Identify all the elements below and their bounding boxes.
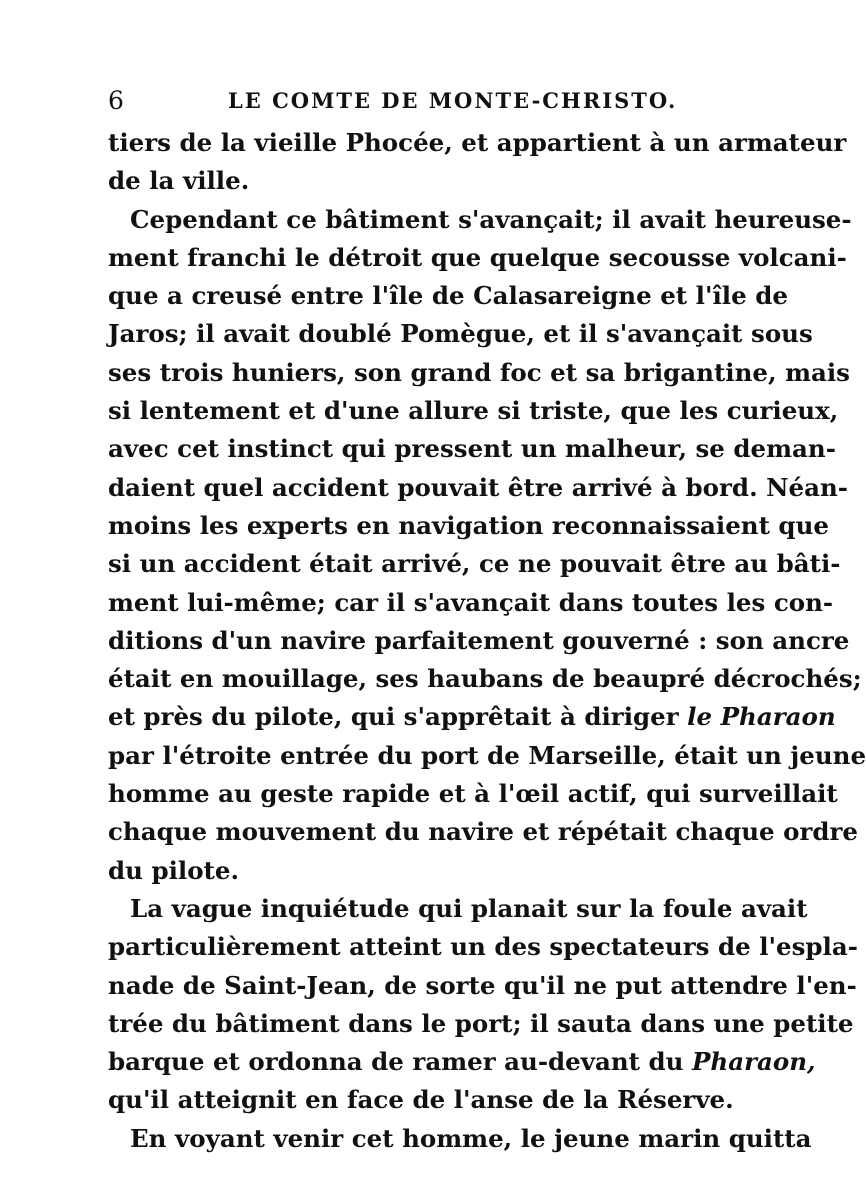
text-segment: et près du pilote, qui s'apprêtait à diriger xyxy=(108,702,688,732)
text-line: par l'étroite entrée du port de Marseille, était un jeune xyxy=(108,740,866,770)
text-line: ses trois huniers, son grand foc et sa brigantine, mais xyxy=(108,357,850,387)
text-line: avec cet instinct qui pressent un malheur, se deman- xyxy=(108,434,836,464)
text-line-with-ship-name xyxy=(108,1043,816,1081)
text-line: était en mouillage, ses haubans de beaupré décrochés; xyxy=(108,664,862,694)
body-text xyxy=(108,124,866,1158)
page-number: 6 xyxy=(108,86,124,115)
text-line: tiers de la vieille Phocée, et appartient à un armateur xyxy=(108,128,847,157)
page-header xyxy=(108,86,704,116)
text-line: si un accident était arrivé, ce ne pouvait être au bâti- xyxy=(108,549,841,579)
text-line: ditions d'un navire parfaitement gouverné : son ancre xyxy=(108,625,850,655)
running-title: LE COMTE DE MONTE-CHRISTO. xyxy=(228,88,678,113)
text-line: chaque mouvement du navire et répétait chaque ordre xyxy=(108,817,859,847)
text-line: La vague inquiétude qui planait sur la foule avait xyxy=(130,893,808,923)
text-segment: barque et ordonna de ramer au-devant du xyxy=(108,1047,692,1077)
text-line: qu'il atteignit en face de l'anse de la Réserve. xyxy=(108,1085,734,1115)
text-line: de la ville. xyxy=(108,166,250,196)
text-line: Jaros; il avait doublé Pomègue, et il s'avançait sous xyxy=(108,319,813,349)
text-line: daient quel accident pouvait être arrivé à bord. Néan- xyxy=(108,472,848,502)
text-line: que a creusé entre l'île de Calasareigne et l'île de xyxy=(108,281,788,311)
text-line: En voyant venir cet homme, le jeune marin quitta xyxy=(130,1123,812,1153)
text-line: particulièrement atteint un des spectateurs de l'espla- xyxy=(108,932,858,962)
text-line: ment lui-même; car il s'avançait dans toutes les con- xyxy=(108,587,834,617)
text-line-with-ship-name xyxy=(108,698,836,736)
text-line: trée du bâtiment dans le port; il sauta dans une petite xyxy=(108,1008,854,1038)
text-line: moins les experts en navigation reconnaissaient que xyxy=(108,510,829,540)
text-line: du pilote. xyxy=(108,855,239,885)
text-line: ment franchi le détroit que quelque secousse volcani- xyxy=(108,242,847,272)
ship-name-italic: le Pharaon xyxy=(687,702,836,732)
text-line: si lentement et d'une allure si triste, que les curieux, xyxy=(108,396,839,426)
text-line: Cependant ce bâtiment s'avançait; il avait heureuse- xyxy=(130,204,852,234)
text-line: homme au geste rapide et à l'œil actif, qui surveillait xyxy=(108,779,838,809)
ship-name-italic: Pharaon, xyxy=(691,1047,816,1077)
text-line: nade de Saint-Jean, de sorte qu'il ne put attendre l'en- xyxy=(108,970,857,1000)
